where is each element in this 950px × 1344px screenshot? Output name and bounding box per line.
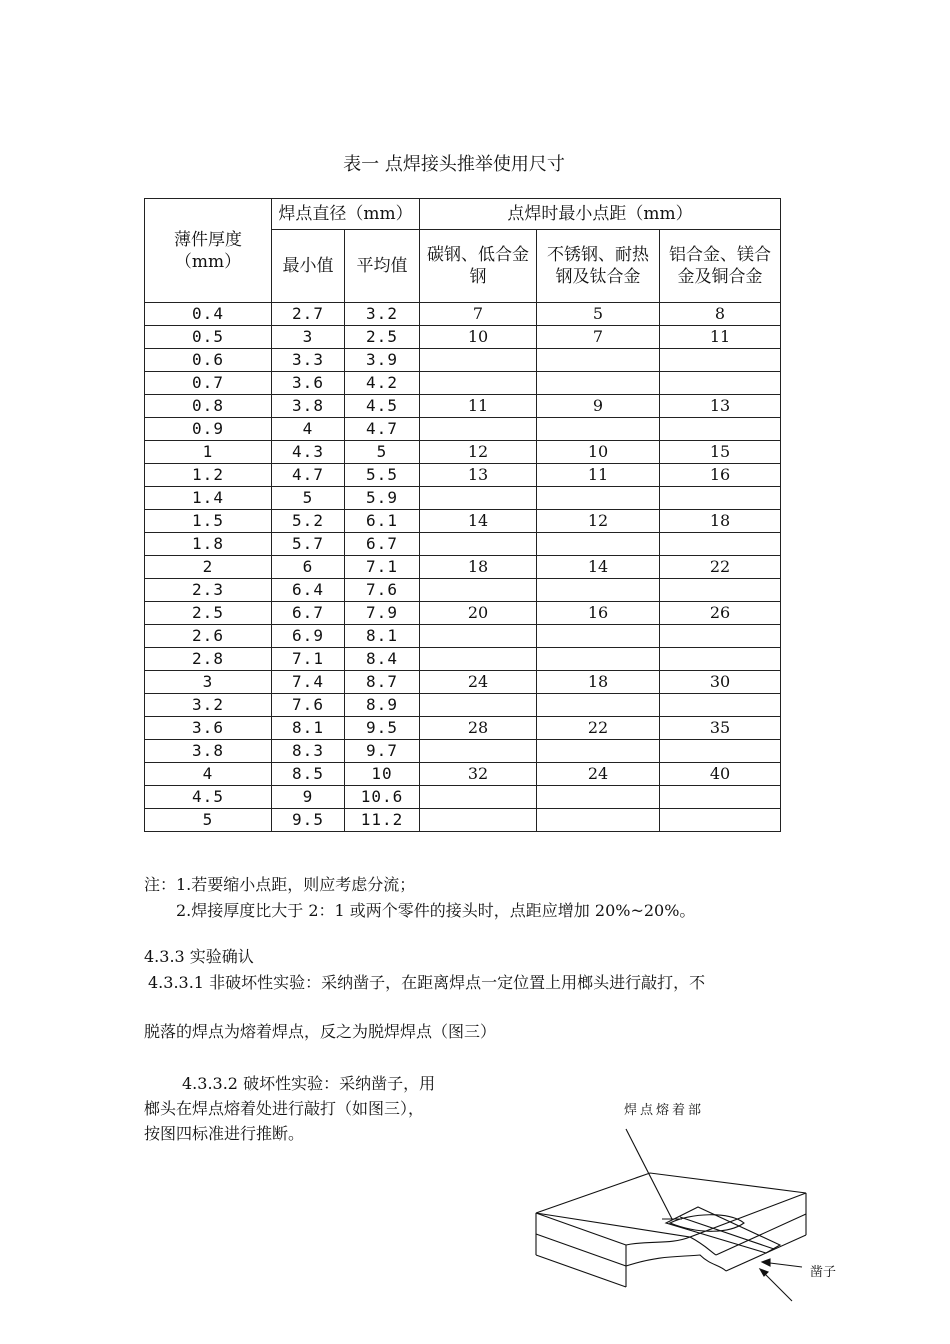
cell-thickness: 4.5 (145, 786, 272, 809)
cell-stainless-spacing (537, 740, 660, 763)
cell-avg-diameter: 2.5 (345, 326, 420, 349)
cell-min-diameter: 9.5 (272, 809, 345, 832)
cell-aluminum-spacing (660, 694, 781, 717)
cell-avg-diameter: 4.2 (345, 372, 420, 395)
cell-stainless-spacing (537, 648, 660, 671)
cell-stainless-spacing (537, 487, 660, 510)
note-line-1: 注：1.若要缩小点距，则应考虑分流； (144, 875, 416, 894)
cell-thickness: 1.5 (145, 510, 272, 533)
nondestructive-test-line-1: 4.3.3.1 非破坏性实验：采纳凿子，在距离焊点一定位置上用榔头进行敲打，不 (148, 973, 706, 992)
cell-thickness: 4 (145, 763, 272, 786)
cell-stainless-spacing: 14 (537, 556, 660, 579)
header-avg: 平均值 (345, 230, 420, 303)
cell-avg-diameter: 9.7 (345, 740, 420, 763)
cell-min-diameter: 8.3 (272, 740, 345, 763)
cell-stainless-spacing: 5 (537, 303, 660, 326)
table-row (145, 303, 781, 326)
cell-carbon-steel-spacing: 20 (420, 602, 537, 625)
cell-stainless-spacing (537, 349, 660, 372)
header-diameter: 焊点直径（mm） (272, 199, 420, 230)
cell-stainless-spacing (537, 418, 660, 441)
cell-aluminum-spacing (660, 579, 781, 602)
cell-min-diameter: 3.3 (272, 349, 345, 372)
cell-stainless-spacing (537, 786, 660, 809)
cell-min-diameter: 5.7 (272, 533, 345, 556)
cell-carbon-steel-spacing (420, 533, 537, 556)
cell-thickness: 0.6 (145, 349, 272, 372)
cell-avg-diameter: 5 (345, 441, 420, 464)
header-stainless-steel: 不锈钢、耐热钢及钛合金 (537, 230, 660, 303)
table-title: 表一 点焊接头推举使用尺寸 (343, 154, 565, 175)
cell-carbon-steel-spacing (420, 349, 537, 372)
cell-min-diameter: 8.5 (272, 763, 345, 786)
destructive-test-line-1: 4.3.3.2 破坏性实验：采纳凿子，用 (182, 1074, 436, 1093)
cell-stainless-spacing (537, 625, 660, 648)
table-row (145, 487, 781, 510)
cell-stainless-spacing (537, 533, 660, 556)
cell-thickness: 0.8 (145, 395, 272, 418)
cell-stainless-spacing: 12 (537, 510, 660, 533)
cell-avg-diameter: 7.1 (345, 556, 420, 579)
spot-weld-dimension-table (144, 198, 781, 832)
cell-aluminum-spacing: 11 (660, 326, 781, 349)
chisel-test-figure (530, 1095, 850, 1315)
table-row (145, 717, 781, 740)
cell-aluminum-spacing: 16 (660, 464, 781, 487)
table-row (145, 694, 781, 717)
cell-avg-diameter: 10.6 (345, 786, 420, 809)
chisel-label: 凿子 (810, 1265, 837, 1280)
cell-avg-diameter: 6.7 (345, 533, 420, 556)
cell-min-diameter: 7.4 (272, 671, 345, 694)
cell-aluminum-spacing: 22 (660, 556, 781, 579)
cell-avg-diameter: 4.7 (345, 418, 420, 441)
cell-avg-diameter: 4.5 (345, 395, 420, 418)
table-row (145, 809, 781, 832)
cell-aluminum-spacing: 40 (660, 763, 781, 786)
cell-aluminum-spacing (660, 487, 781, 510)
table-row (145, 763, 781, 786)
destructive-test-line-2: 榔头在焊点熔着处进行敲打（如图三）， (144, 1099, 425, 1118)
table-row (145, 533, 781, 556)
cell-carbon-steel-spacing (420, 648, 537, 671)
table-row (145, 418, 781, 441)
cell-min-diameter: 4 (272, 418, 345, 441)
cell-aluminum-spacing: 26 (660, 602, 781, 625)
cell-avg-diameter: 10 (345, 763, 420, 786)
table-row (145, 556, 781, 579)
plate-drawing (530, 1095, 850, 1315)
cell-aluminum-spacing: 15 (660, 441, 781, 464)
cell-min-diameter: 3 (272, 326, 345, 349)
cell-thickness: 0.9 (145, 418, 272, 441)
cell-aluminum-spacing (660, 786, 781, 809)
cell-avg-diameter: 5.5 (345, 464, 420, 487)
cell-min-diameter: 6.7 (272, 602, 345, 625)
cell-min-diameter: 5 (272, 487, 345, 510)
section-heading: 4.3.3 实验确认 (144, 947, 254, 966)
cell-carbon-steel-spacing (420, 487, 537, 510)
table-row (145, 579, 781, 602)
cell-thickness: 2.8 (145, 648, 272, 671)
cell-min-diameter: 3.6 (272, 372, 345, 395)
cell-aluminum-spacing: 18 (660, 510, 781, 533)
cell-avg-diameter: 3.2 (345, 303, 420, 326)
cell-carbon-steel-spacing (420, 372, 537, 395)
cell-thickness: 1 (145, 441, 272, 464)
cell-stainless-spacing: 24 (537, 763, 660, 786)
cell-aluminum-spacing (660, 372, 781, 395)
table-row (145, 372, 781, 395)
destructive-test-line-3: 按图四标准进行推断。 (144, 1124, 305, 1143)
table-row (145, 326, 781, 349)
header-carbon-steel: 碳钢、低合金钢 (420, 230, 537, 303)
cell-thickness: 5 (145, 809, 272, 832)
cell-carbon-steel-spacing: 13 (420, 464, 537, 487)
note-line-2: 2.焊接厚度比大于 2：1 或两个零件的接头时，点距应增加 20%~20%。 (176, 901, 696, 920)
cell-aluminum-spacing: 8 (660, 303, 781, 326)
cell-aluminum-spacing (660, 533, 781, 556)
cell-thickness: 2.3 (145, 579, 272, 602)
cell-avg-diameter: 8.1 (345, 625, 420, 648)
cell-thickness: 2.5 (145, 602, 272, 625)
cell-carbon-steel-spacing: 14 (420, 510, 537, 533)
cell-min-diameter: 9 (272, 786, 345, 809)
cell-stainless-spacing (537, 372, 660, 395)
cell-thickness: 1.2 (145, 464, 272, 487)
header-aluminum-alloy: 铝合金、镁合金及铜合金 (660, 230, 781, 303)
cell-min-diameter: 2.7 (272, 303, 345, 326)
cell-stainless-spacing: 7 (537, 326, 660, 349)
cell-aluminum-spacing: 35 (660, 717, 781, 740)
cell-thickness: 2.6 (145, 625, 272, 648)
table-row (145, 648, 781, 671)
cell-thickness: 3.6 (145, 717, 272, 740)
cell-carbon-steel-spacing: 24 (420, 671, 537, 694)
header-spacing: 点焊时最小点距（mm） (420, 199, 781, 230)
cell-thickness: 0.4 (145, 303, 272, 326)
table-row (145, 625, 781, 648)
cell-thickness: 0.5 (145, 326, 272, 349)
cell-stainless-spacing: 9 (537, 395, 660, 418)
cell-stainless-spacing (537, 694, 660, 717)
cell-avg-diameter: 7.6 (345, 579, 420, 602)
header-thickness: 薄件厚度（mm） (145, 199, 272, 303)
cell-min-diameter: 4.7 (272, 464, 345, 487)
cell-min-diameter: 6.4 (272, 579, 345, 602)
cell-carbon-steel-spacing (420, 740, 537, 763)
cell-stainless-spacing: 22 (537, 717, 660, 740)
cell-stainless-spacing (537, 809, 660, 832)
cell-aluminum-spacing (660, 625, 781, 648)
cell-carbon-steel-spacing: 10 (420, 326, 537, 349)
cell-stainless-spacing: 10 (537, 441, 660, 464)
cell-carbon-steel-spacing: 12 (420, 441, 537, 464)
cell-carbon-steel-spacing (420, 579, 537, 602)
cell-stainless-spacing: 11 (537, 464, 660, 487)
cell-carbon-steel-spacing: 11 (420, 395, 537, 418)
cell-thickness: 0.7 (145, 372, 272, 395)
cell-stainless-spacing: 16 (537, 602, 660, 625)
weld-fusion-label: 焊点熔着部 (624, 1103, 705, 1118)
cell-carbon-steel-spacing (420, 786, 537, 809)
cell-avg-diameter: 6.1 (345, 510, 420, 533)
cell-aluminum-spacing (660, 648, 781, 671)
cell-min-diameter: 6.9 (272, 625, 345, 648)
cell-thickness: 3 (145, 671, 272, 694)
cell-thickness: 1.4 (145, 487, 272, 510)
cell-thickness: 2 (145, 556, 272, 579)
cell-avg-diameter: 8.9 (345, 694, 420, 717)
cell-thickness: 1.8 (145, 533, 272, 556)
table-row (145, 395, 781, 418)
cell-aluminum-spacing (660, 740, 781, 763)
cell-avg-diameter: 8.4 (345, 648, 420, 671)
table-row (145, 740, 781, 763)
cell-avg-diameter: 3.9 (345, 349, 420, 372)
cell-carbon-steel-spacing: 32 (420, 763, 537, 786)
cell-min-diameter: 3.8 (272, 395, 345, 418)
cell-avg-diameter: 7.9 (345, 602, 420, 625)
cell-carbon-steel-spacing (420, 418, 537, 441)
cell-avg-diameter: 9.5 (345, 717, 420, 740)
cell-carbon-steel-spacing (420, 809, 537, 832)
table-notes (144, 872, 695, 924)
cell-carbon-steel-spacing: 7 (420, 303, 537, 326)
table-row (145, 349, 781, 372)
cell-min-diameter: 7.6 (272, 694, 345, 717)
cell-thickness: 3.2 (145, 694, 272, 717)
cell-aluminum-spacing: 13 (660, 395, 781, 418)
header-min: 最小值 (272, 230, 345, 303)
cell-avg-diameter: 11.2 (345, 809, 420, 832)
table-row (145, 671, 781, 694)
cell-carbon-steel-spacing: 18 (420, 556, 537, 579)
cell-aluminum-spacing (660, 418, 781, 441)
nondestructive-test-line-2: 脱落的焊点为熔着焊点，反之为脱焊焊点（图三） (144, 1022, 497, 1041)
table-row (145, 602, 781, 625)
cell-stainless-spacing (537, 579, 660, 602)
cell-min-diameter: 6 (272, 556, 345, 579)
cell-min-diameter: 5.2 (272, 510, 345, 533)
cell-avg-diameter: 8.7 (345, 671, 420, 694)
cell-carbon-steel-spacing (420, 625, 537, 648)
cell-carbon-steel-spacing: 28 (420, 717, 537, 740)
cell-min-diameter: 7.1 (272, 648, 345, 671)
table-row (145, 441, 781, 464)
table-row (145, 464, 781, 487)
table-row (145, 510, 781, 533)
table-row (145, 786, 781, 809)
cell-stainless-spacing: 18 (537, 671, 660, 694)
cell-min-diameter: 4.3 (272, 441, 345, 464)
cell-aluminum-spacing (660, 809, 781, 832)
cell-avg-diameter: 5.9 (345, 487, 420, 510)
cell-min-diameter: 8.1 (272, 717, 345, 740)
cell-aluminum-spacing: 30 (660, 671, 781, 694)
cell-thickness: 3.8 (145, 740, 272, 763)
cell-carbon-steel-spacing (420, 694, 537, 717)
cell-aluminum-spacing (660, 349, 781, 372)
